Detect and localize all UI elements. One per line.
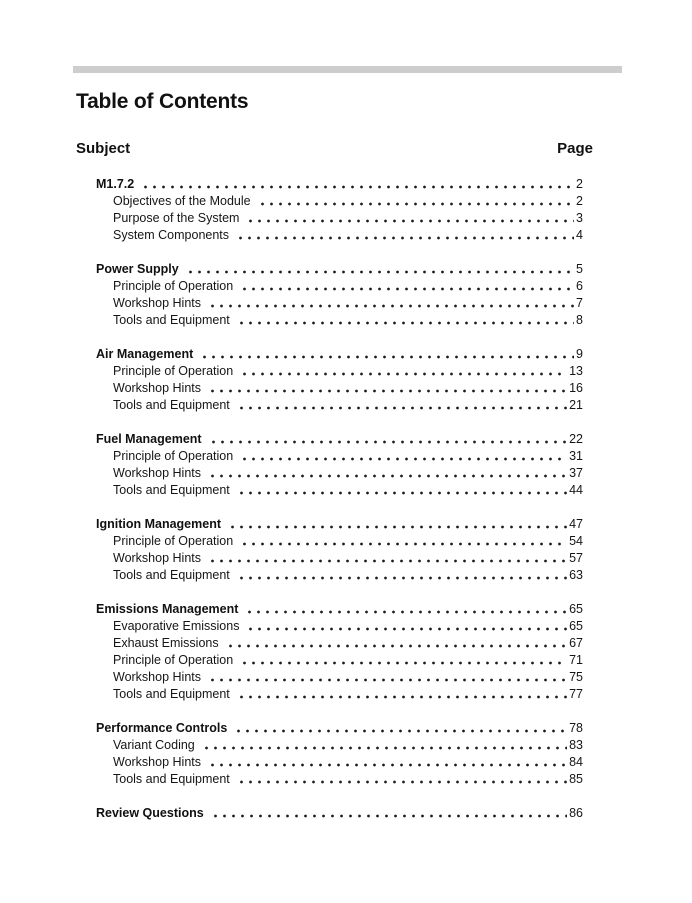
toc-entry-page: 7 (576, 296, 583, 310)
dot-leader (245, 601, 567, 618)
toc-entry[interactable] (96, 227, 583, 244)
toc-entry-page: 65 (569, 602, 583, 616)
toc-entry[interactable] (96, 652, 583, 669)
toc-entry-label: Tools and Equipment (113, 772, 230, 786)
toc-entry-heading[interactable] (96, 720, 583, 737)
toc-entry[interactable] (96, 618, 583, 635)
toc-entry-page: 78 (569, 721, 583, 735)
toc-entry-label: Evaporative Emissions (113, 619, 240, 633)
toc-entry[interactable] (96, 567, 583, 584)
toc-entry-label: Fuel Management (96, 432, 202, 446)
toc-entry-label: Workshop Hints (113, 466, 201, 480)
dot-leader (211, 805, 567, 822)
toc-section (96, 516, 583, 584)
toc-entry-heading[interactable] (96, 261, 583, 278)
toc-entry-label: Review Questions (96, 806, 204, 820)
dot-leader (208, 754, 567, 771)
dot-leader (234, 720, 567, 737)
toc-entry-page: 2 (576, 177, 583, 191)
toc-entry-page: 16 (569, 381, 583, 395)
toc-entry-label: Tools and Equipment (113, 687, 230, 701)
toc-entry-page: 75 (569, 670, 583, 684)
toc-entry-heading[interactable] (96, 805, 583, 822)
dot-leader (240, 533, 567, 550)
dot-leader (246, 210, 574, 227)
toc-entry-heading[interactable] (96, 601, 583, 618)
toc-entry-label: Principle of Operation (113, 364, 234, 378)
toc-entry-label: Workshop Hints (113, 296, 201, 310)
toc-entry[interactable] (96, 482, 583, 499)
toc-entry-page: 67 (569, 636, 583, 650)
toc-entry[interactable] (96, 448, 583, 465)
toc-entry[interactable] (96, 210, 583, 227)
dot-leader (240, 652, 567, 669)
toc-section (96, 431, 583, 499)
dot-leader (141, 176, 574, 193)
toc-section (96, 346, 583, 414)
toc-entry-label: System Components (113, 228, 230, 242)
toc-entry-page: 63 (569, 568, 583, 582)
dot-leader (202, 737, 567, 754)
toc-entry-page: 8 (576, 313, 583, 327)
toc-entry-label: Air Management (96, 347, 194, 361)
toc-entry[interactable] (96, 533, 583, 550)
toc-entry-label: Ignition Management (96, 517, 221, 531)
toc-entry-page: 4 (576, 228, 583, 242)
toc-entry-page: 86 (569, 806, 583, 820)
toc-entry-page: 5 (576, 262, 583, 276)
toc-entry-heading[interactable] (96, 346, 583, 363)
toc-entry-label: M1.7.2 (96, 177, 135, 191)
column-headers (76, 141, 593, 156)
dot-leader (246, 618, 567, 635)
toc-entry-page: 13 (569, 364, 583, 378)
toc-entry-page: 3 (576, 211, 583, 225)
toc-entry-page: 65 (569, 619, 583, 633)
dot-leader (208, 295, 574, 312)
dot-leader (208, 465, 567, 482)
toc-entry[interactable] (96, 686, 583, 703)
toc-entry-heading[interactable] (96, 176, 583, 193)
toc-entry[interactable] (96, 771, 583, 788)
toc-entry-label: Exhaust Emissions (113, 636, 219, 650)
toc-entry[interactable] (96, 278, 583, 295)
dot-leader (240, 448, 567, 465)
toc-entry[interactable] (96, 550, 583, 567)
toc-entry-label: Performance Controls (96, 721, 228, 735)
toc-entry[interactable] (96, 363, 583, 380)
toc-section (96, 720, 583, 788)
dot-leader (186, 261, 574, 278)
toc-entry-page: 44 (569, 483, 583, 497)
toc-section (96, 805, 583, 822)
toc-entry-page: 85 (569, 772, 583, 786)
dot-leader (240, 363, 567, 380)
dot-leader (208, 669, 567, 686)
toc-entry-page: 77 (569, 687, 583, 701)
toc-entry-page: 84 (569, 755, 583, 769)
dot-leader (208, 550, 567, 567)
toc-entry[interactable] (96, 669, 583, 686)
toc-entry-heading[interactable] (96, 431, 583, 448)
dot-leader (200, 346, 574, 363)
toc-entry-label: Tools and Equipment (113, 313, 230, 327)
dot-leader (240, 278, 574, 295)
dot-leader (237, 312, 574, 329)
toc-entry-label: Tools and Equipment (113, 483, 230, 497)
dot-leader (236, 227, 574, 244)
toc-entry-page: 21 (569, 398, 583, 412)
toc-entry-label: Principle of Operation (113, 534, 234, 548)
toc-entry[interactable] (96, 380, 583, 397)
toc-entry-heading[interactable] (96, 516, 583, 533)
dot-leader (208, 380, 567, 397)
subject-column-header: Subject (76, 140, 131, 157)
toc-entry[interactable] (96, 737, 583, 754)
toc-section (96, 601, 583, 703)
toc-entry-label: Objectives of the Module (113, 194, 251, 208)
dot-leader (226, 635, 567, 652)
toc-entry-page: 37 (569, 466, 583, 480)
toc-section (96, 176, 583, 244)
toc-entry-label: Principle of Operation (113, 449, 234, 463)
dot-leader (237, 771, 567, 788)
toc-entry-page: 47 (569, 517, 583, 531)
toc-entry-label: Tools and Equipment (113, 398, 230, 412)
toc-entry-label: Workshop Hints (113, 381, 201, 395)
toc-list (96, 176, 583, 839)
toc-entry-page: 57 (569, 551, 583, 565)
top-divider (73, 66, 622, 73)
toc-entry[interactable] (96, 312, 583, 329)
toc-entry-label: Power Supply (96, 262, 179, 276)
toc-entry-label: Principle of Operation (113, 653, 234, 667)
toc-section (96, 261, 583, 329)
toc-entry[interactable] (96, 635, 583, 652)
toc-entry-label: Tools and Equipment (113, 568, 230, 582)
dot-leader (237, 686, 567, 703)
toc-entry[interactable] (96, 397, 583, 414)
toc-entry-page: 54 (569, 534, 583, 548)
toc-entry-page: 22 (569, 432, 583, 446)
dot-leader (228, 516, 567, 533)
dot-leader (209, 431, 568, 448)
page-title: Table of Contents (76, 90, 249, 113)
toc-entry-page: 6 (576, 279, 583, 293)
toc-entry[interactable] (96, 295, 583, 312)
toc-entry-page: 71 (569, 653, 583, 667)
toc-entry-label: Workshop Hints (113, 755, 201, 769)
toc-entry-page: 9 (576, 347, 583, 361)
toc-entry-label: Emissions Management (96, 602, 239, 616)
dot-leader (237, 397, 567, 414)
dot-leader (258, 193, 574, 210)
toc-entry[interactable] (96, 193, 583, 210)
dot-leader (237, 482, 567, 499)
toc-entry-page: 83 (569, 738, 583, 752)
dot-leader (237, 567, 567, 584)
page-column-header: Page (557, 140, 593, 157)
toc-entry-page: 2 (576, 194, 583, 208)
toc-entry-label: Workshop Hints (113, 670, 201, 684)
toc-entry-page: 31 (569, 449, 583, 463)
toc-entry-label: Purpose of the System (113, 211, 240, 225)
toc-entry[interactable] (96, 754, 583, 771)
toc-entry-label: Principle of Operation (113, 279, 234, 293)
toc-entry-label: Variant Coding (113, 738, 195, 752)
toc-entry[interactable] (96, 465, 583, 482)
toc-entry-label: Workshop Hints (113, 551, 201, 565)
